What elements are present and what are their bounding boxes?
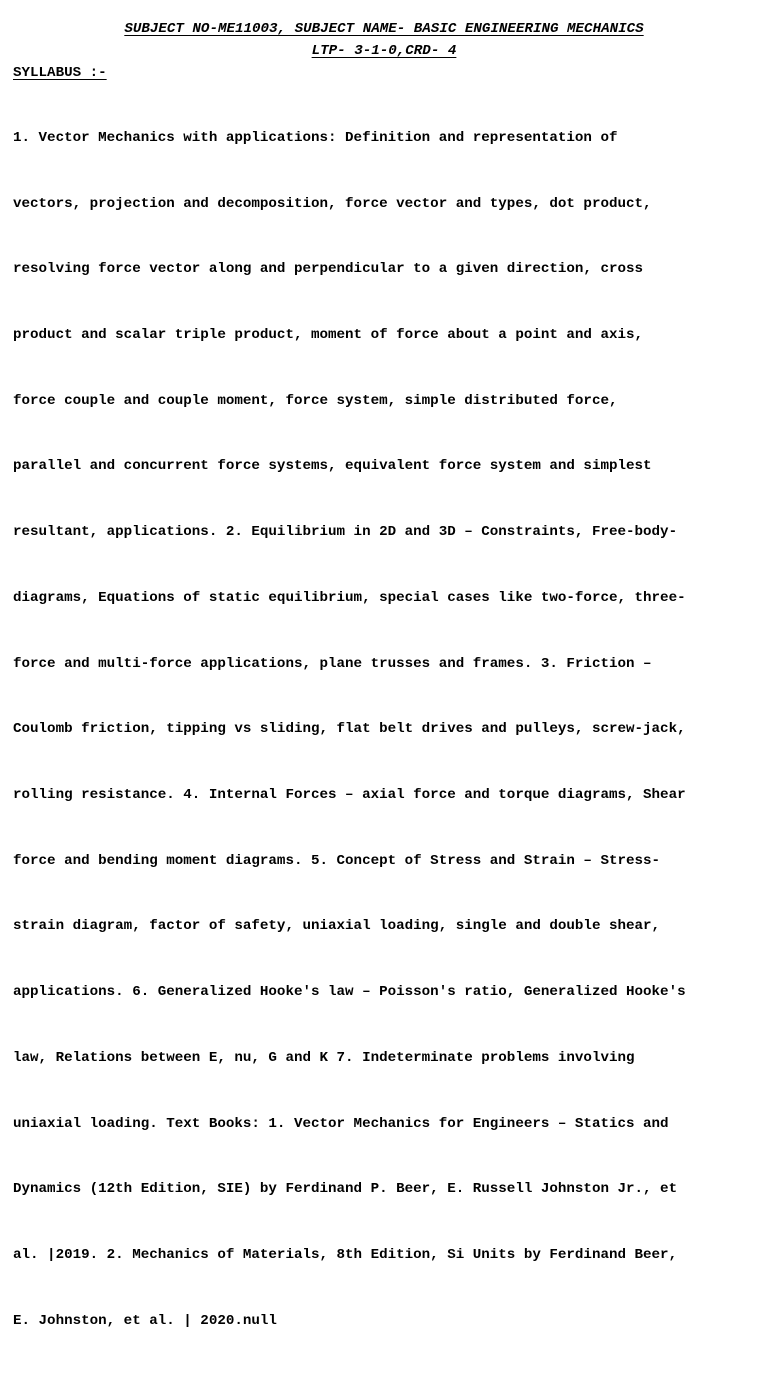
syllabus-line: product and scalar triple product, moment of force about a point and axis, [13,326,644,343]
syllabus-line: al. |2019. 2. Mechanics of Materials, 8th Edition, Si Units by Ferdinand Beer, [13,1247,678,1264]
ltp-credit-line: LTP- 3-1-0,CRD- 4 [311,43,457,59]
syllabus-line: force couple and couple moment, force system, simple distributed force, [13,392,618,409]
syllabus-line: 1. Vector Mechanics with applications: Definition and representation of [13,129,618,146]
syllabus-text [13,84,755,1376]
syllabus-line: resolving force vector along and perpendicular to a given direction, cross [13,261,644,278]
syllabus-line: parallel and concurrent force systems, equivalent force system and simplest [13,458,652,475]
syllabus-line: E. Johnston, et al. | 2020.null [13,1312,277,1329]
syllabus-line: force and multi-force applications, plane trusses and frames. 3. Friction – [13,655,652,672]
syllabus-line: Coulomb friction, tipping vs sliding, flat belt drives and pulleys, screw-jack, [13,721,686,738]
syllabus-line: force and bending moment diagrams. 5. Concept of Stress and Strain – Stress- [13,852,661,869]
syllabus-line: rolling resistance. 4. Internal Forces – axial force and torque diagrams, Shear [13,787,686,803]
syllabus-line: vectors, projection and decomposition, force vector and types, dot product, [13,195,652,212]
syllabus-label: SYLLABUS :- [13,65,107,81]
syllabus-line: applications. 6. Generalized Hooke's law – Poisson's ratio, Generalized Hooke's [13,984,686,1001]
syllabus-line: resultant, applications. 2. Equilibrium in 2D and 3D – Constraints, Free-body- [13,524,678,541]
syllabus-line: diagrams, Equations of static equilibrium, special cases like two-force, three- [13,589,686,606]
document-header [0,18,768,62]
syllabus-line: Dynamics (12th Edition, SIE) by Ferdinand P. Beer, E. Russell Johnston Jr., et [13,1181,678,1198]
subject-title: SUBJECT NO-ME11003, SUBJECT NAME- BASIC ENGINEERING MECHANICS [124,21,644,37]
syllabus-line: uniaxial loading. Text Books: 1. Vector Mechanics for Engineers – Statics and [13,1115,669,1132]
syllabus-line: strain diagram, factor of safety, uniaxial loading, single and double shear, [13,918,661,935]
syllabus-line: law, Relations between E, nu, G and K 7. Indeterminate problems involving [13,1049,635,1066]
